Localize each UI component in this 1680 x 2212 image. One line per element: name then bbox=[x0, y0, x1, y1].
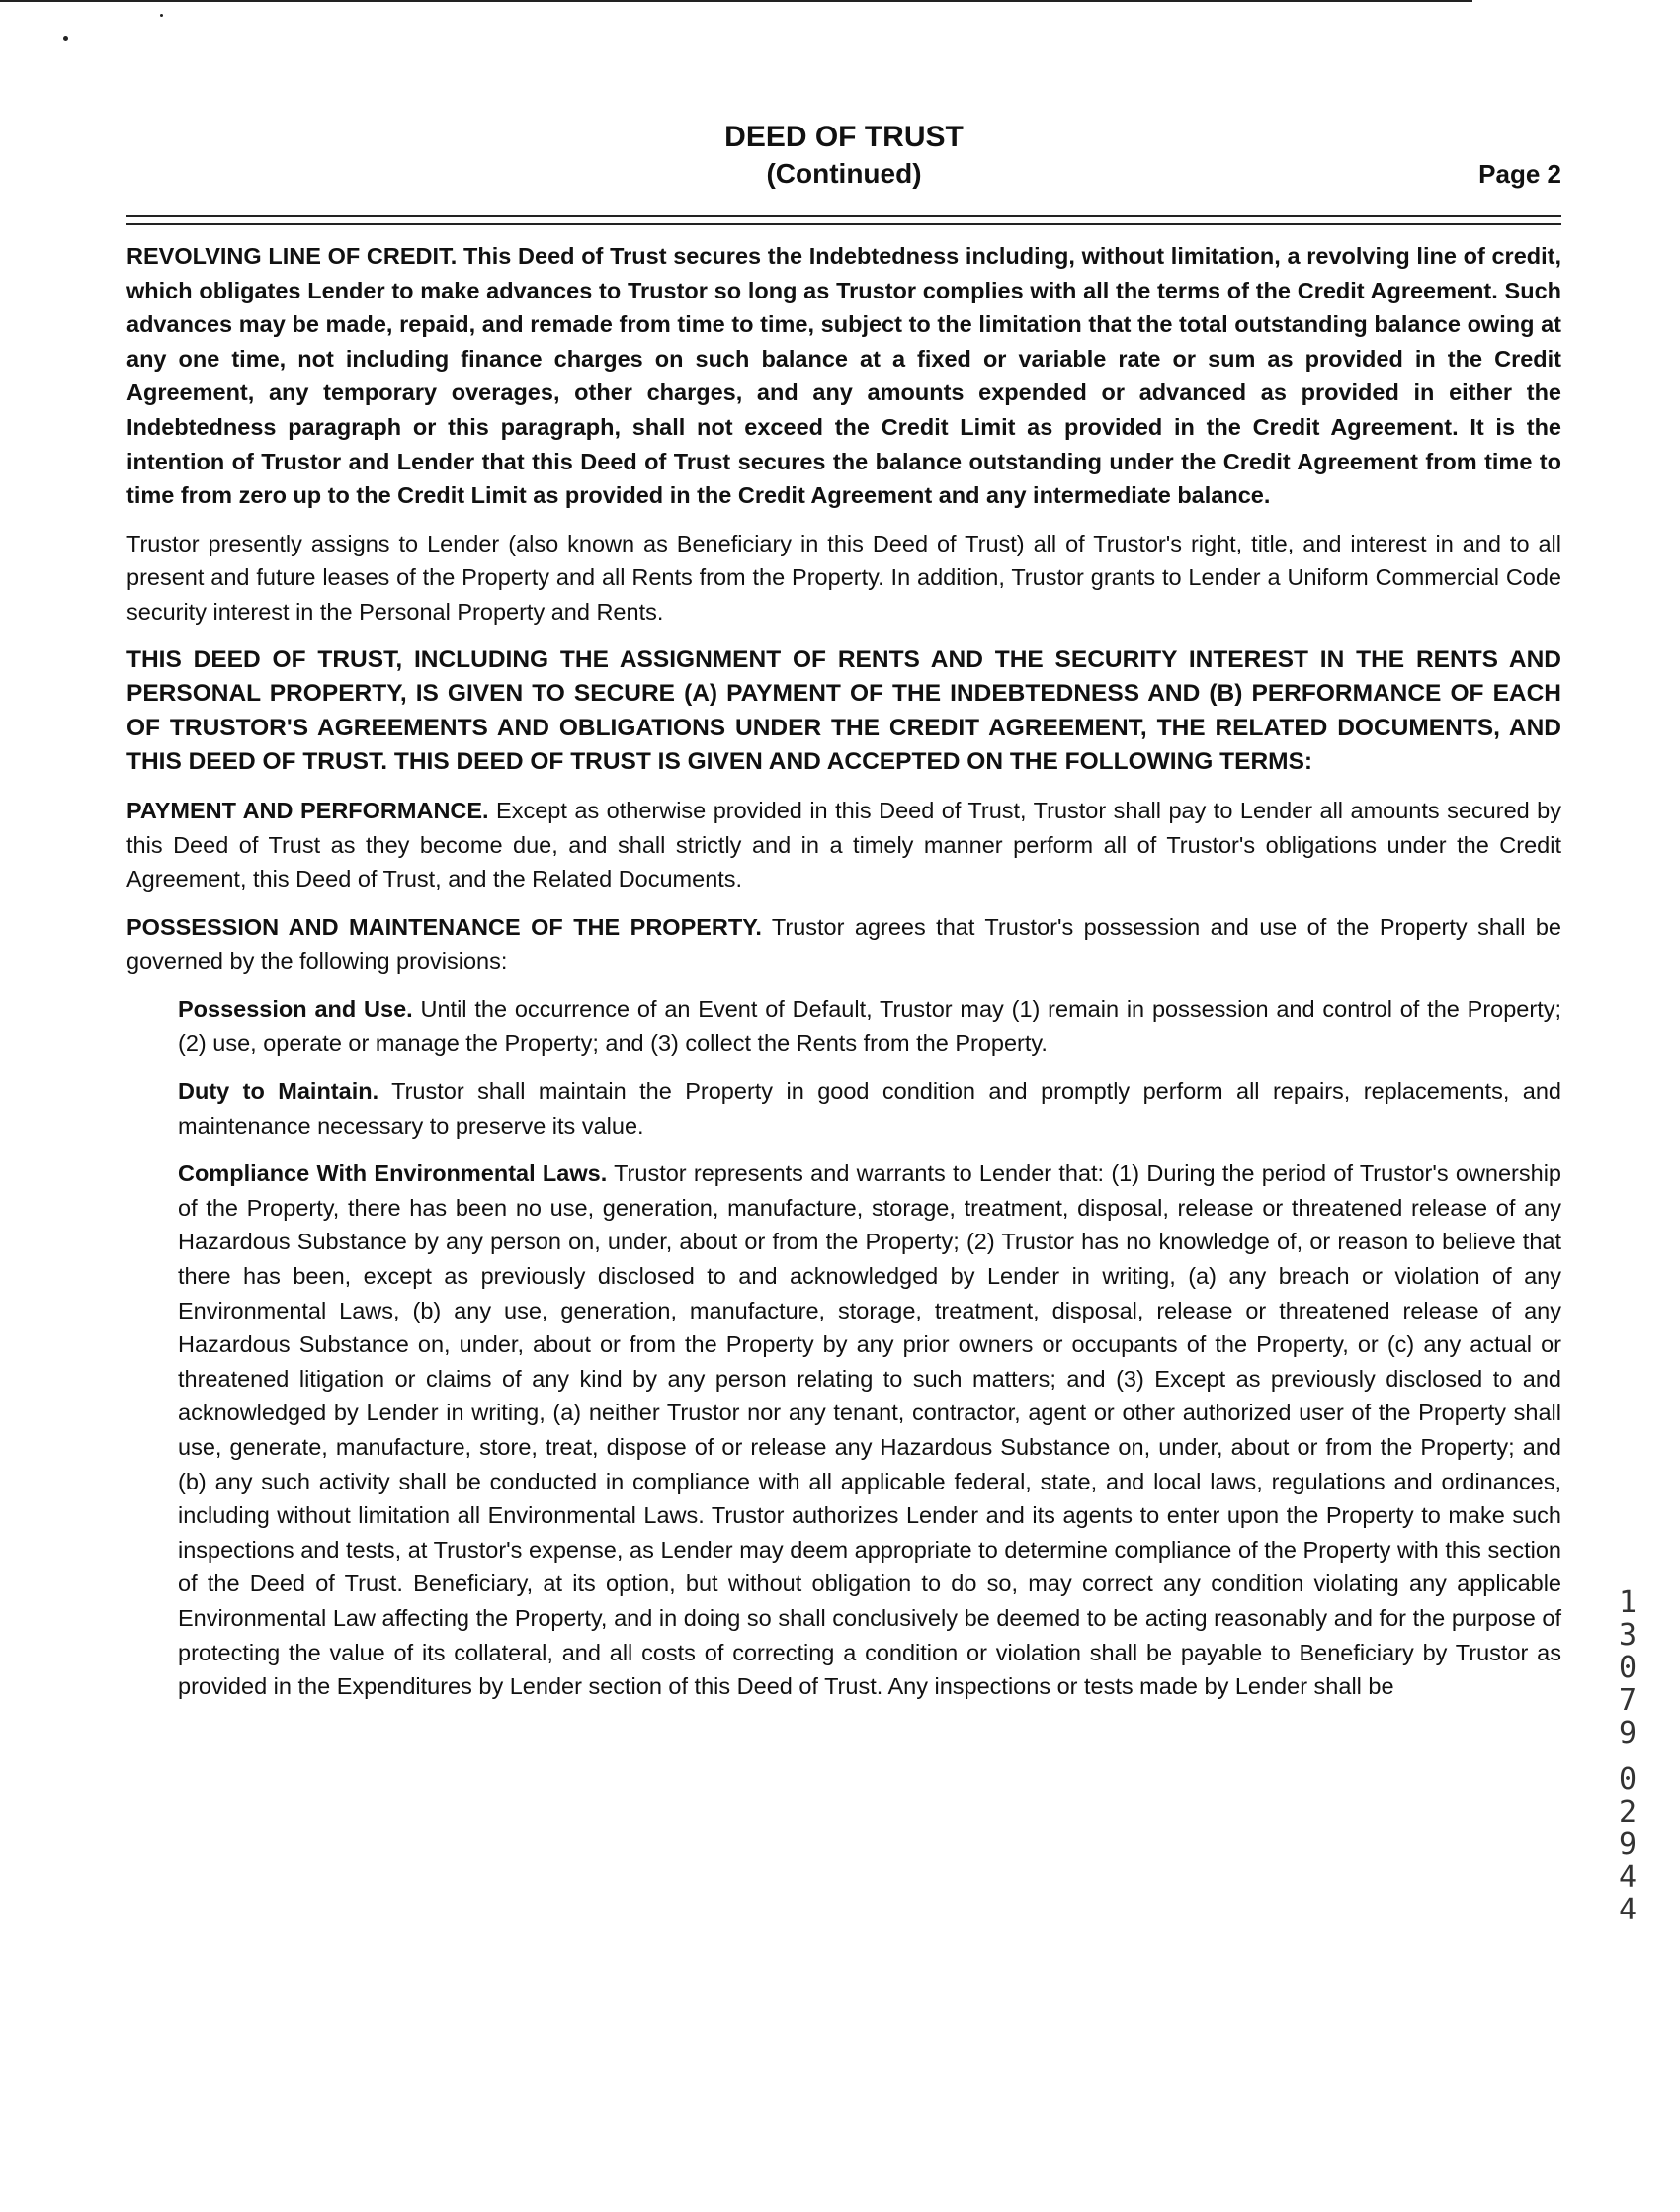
stamp-digit: 0 bbox=[1618, 1651, 1638, 1685]
stamp-digit: 0 bbox=[1618, 1762, 1638, 1797]
stamp-gap bbox=[1613, 1749, 1642, 1763]
given-to-secure-paragraph: THIS DEED OF TRUST, INCLUDING THE ASSIGNMENT OF RENTS AND THE SECURITY INTEREST IN THE RENTS AND PERSONAL PROPERTY, IS GIVEN TO SECURE (A) PAYMENT OF THE INDEBTEDNESS AND (B) PERFORMANCE OF EACH OF TRUSTOR'S AGREEMENTS AND OBLIGATIONS UNDER THE CREDIT AGREEMENT, THE RELATED DOCUMENTS, AND THIS DEED OF TRUST. THIS DEED OF TRUST IS GIVEN AND ACCEPTED ON THE FOLLOWING TERMS: bbox=[126, 645, 1561, 776]
stamp-digit: 4 bbox=[1618, 1893, 1638, 1927]
page-number: Page 2 bbox=[1478, 159, 1561, 189]
document-title: DEED OF TRUST bbox=[724, 121, 964, 153]
stamp-digit: 2 bbox=[1618, 1795, 1638, 1829]
assignment-paragraph: Trustor presently assigns to Lender (also known as Beneficiary in this Deed of Trust) all of Trustor's right, title, and interest in and to all present and future leases of the Property and all Rents from the Property. In addition, Trustor grants to Lender a Uniform Commercial Code security interest in the Personal Property and Rents. bbox=[126, 530, 1561, 625]
stamp-digit: 9 bbox=[1618, 1828, 1638, 1862]
scan-speck bbox=[160, 14, 163, 17]
stamp-digit: 1 bbox=[1618, 1585, 1638, 1620]
paragraph-text: Trustor shall maintain the Property in good condition and promptly perform all repairs, replacements, and maintenance necessary to preserve its value. bbox=[178, 1078, 1561, 1139]
duty-to-maintain-paragraph bbox=[178, 1074, 1561, 1143]
stamp-digit: 9 bbox=[1618, 1716, 1638, 1750]
stamp-digit: 4 bbox=[1618, 1860, 1638, 1895]
document-subtitle bbox=[126, 156, 1561, 192]
paragraph-text: This Deed of Trust secures the Indebtedness including, without limitation, a revolving line of credit, which obligates Lender to make advances to Trustor so long as Trustor complies with all the terms of the Credit Agreement. Such advances may be made, repaid, and remade from time to time, subject to the limitation that the total outstanding balance owing at any one time, not including finance charges on such balance at a fixed or variable rate or sum as provided in the Credit Agreement, any temporary overages, other charges, and any amounts expended or advanced as provided in either the Indebtedness paragraph or this paragraph, shall not exceed the Credit Limit as provided in the Credit Agreement. It is the intention of Trustor and Lender that this Deed of Trust secures the balance outstanding under the Credit Agreement from time to time from zero up to the Credit Limit as provided in the Credit Agreement and any intermediate balance. bbox=[126, 243, 1561, 509]
stamp-digit: 7 bbox=[1618, 1683, 1638, 1718]
environmental-laws-paragraph bbox=[178, 1156, 1561, 1704]
paragraph-heading: Duty to Maintain. bbox=[178, 1078, 379, 1105]
possession-and-use-paragraph bbox=[178, 992, 1561, 1061]
header-double-rule bbox=[126, 215, 1561, 225]
paragraph-text: Until the occurrence of an Event of Default, Trustor may (1) remain in possession and control of the Property; (2) use, operate or manage the Property; and (3) collect the Rents from the Property. bbox=[178, 995, 1561, 1057]
scan-top-edge-line bbox=[0, 0, 1472, 2]
stamp-digit: 3 bbox=[1618, 1618, 1638, 1653]
possession-and-maintenance-paragraph bbox=[126, 910, 1561, 978]
document-body bbox=[126, 239, 1561, 1704]
paragraph-heading: PAYMENT AND PERFORMANCE. bbox=[126, 797, 489, 823]
paragraph-text: Except as otherwise provided in this Deed of Trust, Trustor shall pay to Lender all amounts secured by this Deed of Trust as they become due, and shall strictly and in a timely manner perform all of Trustor's obligations under the Credit Agreement, this Deed of Trust, and the Related Documents. bbox=[126, 797, 1561, 893]
payment-and-performance-paragraph bbox=[126, 794, 1561, 896]
paragraph-heading: Compliance With Environmental Laws. bbox=[178, 1160, 608, 1187]
paragraph-heading: POSSESSION AND MAINTENANCE OF THE PROPERTY. bbox=[126, 913, 762, 940]
paragraph-heading: Possession and Use. bbox=[178, 995, 413, 1022]
paragraph-heading: REVOLVING LINE OF CREDIT. bbox=[126, 243, 458, 269]
margin-recording-stamp bbox=[1613, 1586, 1642, 1926]
document-page bbox=[126, 119, 1561, 1718]
paragraph-text: Trustor represents and warrants to Lender that: (1) During the period of Trustor's ownership of the Property, there has been no use, generation, manufacture, storage, treatment, disposal, release or threatened release of any Hazardous Substance by any person on, under, about or from the Property; (2) Trustor has no knowledge of, or reason to believe that there has been, except as previously disclosed to and acknowledged by Lender in writing, (a) any breach or violation of any Environmental Laws, (b) any use, generation, manufacture, storage, treatment, disposal, release or threatened release of any Hazardous Substance on, under, about or from the Property by any prior owners or occupants of the Property, or (c) any actual or threatened litigation or claims of any kind by any person relating to such matters; and (3) Except as previously disclosed to and acknowledged by Lender in writing, (a) neither Trustor nor any tenant, contractor, agent or other authorized user of the Property shall use, generate, manufacture, store, treat, dispose of or release any Hazardous Substance on, under, about or from the Property; and (b) any such activity shall be conducted in compliance with all applicable federal, state, and local laws, regulations and ordinances, including without limitation all Environmental Laws. Trustor authorizes Lender and its agents to enter upon the Property to make such inspections and tests, at Trustor's expense, as Lender may deem appropriate to determine compliance of the Property with this section of the Deed of Trust. Beneficiary, at its option, but without obligation to do so, may correct any condition violating any applicable Environmental Law affecting the Property, and in doing so shall conclusively be deemed to be acting reasonably and for the purpose of protecting the value of its collateral, and all costs of correcting a condition or violation shall be payable to Beneficiary by Trustor as provided in the Expenditures by Lender section of this Deed of Trust. Any inspections or tests made by Lender shall be bbox=[178, 1160, 1561, 1700]
subtitle-text: (Continued) bbox=[766, 158, 922, 189]
scan-speck bbox=[63, 36, 68, 41]
revolving-line-of-credit-paragraph bbox=[126, 239, 1561, 513]
paragraph-text: Trustor agrees that Trustor's possession and use of the Property shall be governed by the following provisions: bbox=[126, 913, 1561, 975]
